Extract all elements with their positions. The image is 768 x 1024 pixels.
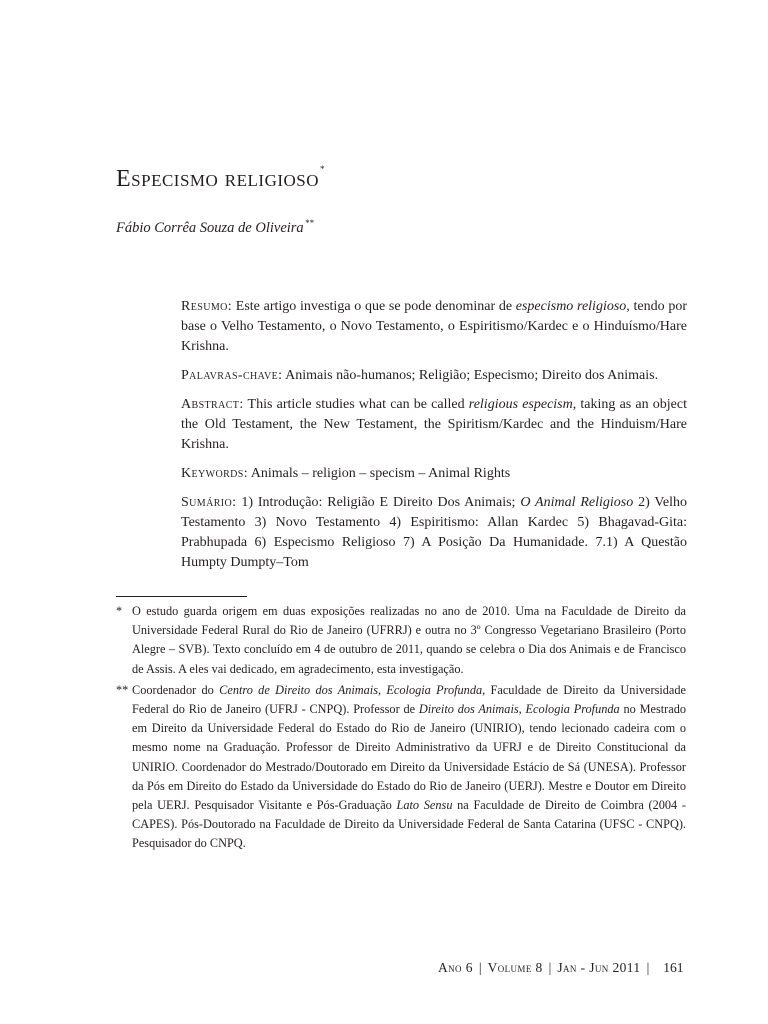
page-footer bbox=[438, 960, 728, 976]
footnote-1-text: O estudo guarda origem em duas exposições realizadas no ano de 2010. Uma na Faculdade de Direito da Universidade Federal Rural do Rio de Janeiro (UFRRJ) e outra no 3º Congresso Vegetariano Brasileiro (Porto Alegre – SVB). Texto concluído em 4 de outubro de 2011, quando se celebra o Dia dos Animais e de Francisco de Assis. A eles vai dedicado, em agradecimento, esta investigação. bbox=[132, 604, 686, 676]
palavras-chave-text: Animais não-humanos; Religião; Especismo; Direito dos Animais. bbox=[285, 368, 659, 383]
footnote-1-mark: * bbox=[116, 604, 123, 618]
footer-separator-1: | bbox=[478, 960, 482, 975]
footnotes bbox=[116, 602, 686, 856]
keywords-label: Keywords: bbox=[181, 466, 249, 481]
abstract-label: Abstract: bbox=[181, 397, 244, 412]
footnote-2-text-1: Coordenador do bbox=[132, 682, 220, 697]
footnote-1 bbox=[116, 602, 686, 679]
sumario-text-italic: O Animal Religioso bbox=[520, 495, 634, 510]
footnote-2-italic-1: Centro de Direito dos Animais, Ecologia Profunda bbox=[219, 682, 483, 697]
keywords-text: Animals – religion – specism – Animal Rights bbox=[250, 466, 511, 481]
abstract-paragraph bbox=[181, 395, 687, 455]
abstract-text-1: This article studies what can be called bbox=[247, 397, 469, 412]
sumario-text-1: 1) Introdução: Religião E Direito Dos Animais; bbox=[241, 495, 521, 510]
footer-year: Ano 6 bbox=[438, 960, 473, 975]
sumario-text-2: 2) Velho Testamento 3) Novo Testamento 4) Espiritismo: Allan Kardec 5) Bhagavad-Gita: Prabhupada 6) Especismo Religioso 7) A Posição Da Humanidade. 7.1) A Questão Humpty Dumpty–Tom bbox=[181, 495, 687, 570]
resumo-paragraph bbox=[181, 297, 687, 357]
footnote-2-mark: ** bbox=[116, 682, 129, 697]
keywords-paragraph bbox=[181, 464, 687, 484]
resumo-text-1: Este artigo investiga o que se pode denominar de bbox=[235, 299, 516, 314]
sumario-paragraph bbox=[181, 493, 687, 572]
footnote-2-text-4: na Faculdade de Direito de Coimbra (2004 - CAPES). Pós-Doutorado na Faculdade de Direito da Universidade Federal de Santa Catarina (UFSC - CNPQ). Pesquisador do CNPQ. bbox=[132, 798, 686, 851]
footnote-2-text-3: no Mestrado em Direito da Universidade Federal do Estado do Rio de Janeiro (UNIRIO), tendo lecionado cadeira com o mesmo nome na Graduação. Professor de Direito Administrativo da UFRJ e de Direito Constitucional da UNIRIO. Coordenador do Mestrado/Doutorado em Direito da Universidade Estácio de Sá (UNESA). Professor da Pós em Direito do Estado da Universidade do Estado do Rio de Janeiro (UERJ). Mestre e Doutor em Direito pela UERJ. Pesquisador Visitante e Pós-Graduação bbox=[132, 702, 687, 813]
sumario-label: Sumário: bbox=[181, 495, 237, 510]
article-author bbox=[116, 220, 314, 237]
footer-period: Jan - Jun 2011 bbox=[557, 960, 641, 975]
palavras-chave-label: Palavras-chave: bbox=[181, 368, 283, 383]
article-title bbox=[116, 166, 325, 193]
footer-separator-3: | bbox=[646, 960, 650, 975]
resumo-text-italic: especismo religioso bbox=[515, 299, 627, 314]
resumo-text-2: , tendo por base o Velho Testamento, o Novo Testamento, o Espiritismo/Kardec e o Hinduísmo/Hare Krishna. bbox=[181, 299, 688, 354]
abstract-block bbox=[181, 297, 687, 581]
footnote-2 bbox=[116, 681, 686, 854]
footer-volume: Volume 8 bbox=[487, 960, 543, 975]
footnote-2-italic-2: Direito dos Animais, Ecologia Profunda bbox=[418, 702, 620, 717]
abstract-text-2: , taking as an object the Old Testament, the New Testament, the Spiritism/Kardec and the Hinduism/Hare Krishna. bbox=[181, 397, 687, 452]
footnote-2-italic-3: Lato Sensu bbox=[396, 798, 453, 813]
resumo-label: Resumo: bbox=[181, 299, 233, 314]
footnote-2-text-2: , Faculdade de Direito da Universidade Federal do Rio de Janeiro (UFRJ - CNPQ). Professor de bbox=[132, 682, 686, 717]
abstract-text-italic: religious especism bbox=[468, 397, 573, 412]
page-number: 161 bbox=[663, 960, 684, 975]
author-footnote-mark[interactable]: ** bbox=[304, 218, 314, 228]
palavras-chave-paragraph bbox=[181, 366, 687, 386]
article-title-text: Especismo religioso bbox=[116, 166, 320, 192]
footnote-divider bbox=[116, 596, 247, 597]
author-name: Fábio Corrêa Souza de Oliveira bbox=[116, 220, 304, 236]
footer-separator-2: | bbox=[548, 960, 552, 975]
title-footnote-mark[interactable]: * bbox=[320, 164, 326, 174]
